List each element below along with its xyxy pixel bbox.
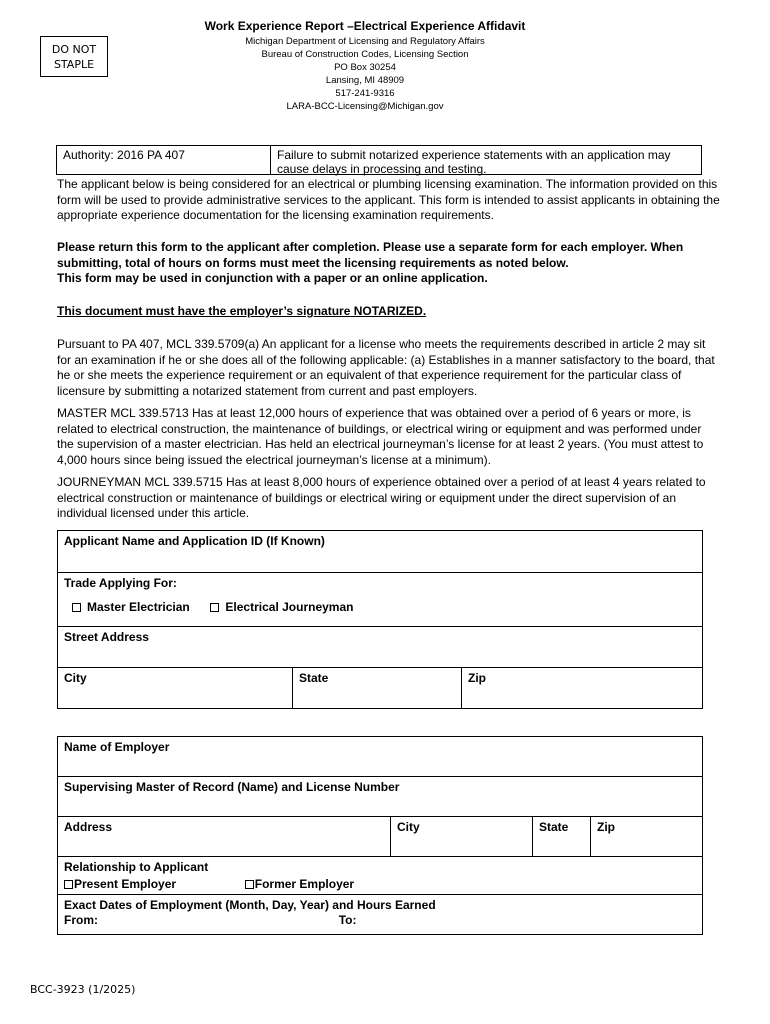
employer-state-label: State bbox=[539, 820, 569, 834]
city-field[interactable] bbox=[58, 668, 293, 709]
stamp-line-1: DO NOT bbox=[51, 43, 97, 56]
agency-line: 517-241-9316 bbox=[335, 88, 395, 99]
trade-label: Trade Applying For: bbox=[64, 576, 177, 590]
electrical-journeyman-label: Electrical Journeyman bbox=[225, 600, 354, 614]
master-electrician-checkbox[interactable] bbox=[72, 603, 81, 612]
employer-table bbox=[57, 736, 703, 935]
employer-name-field[interactable] bbox=[58, 737, 703, 777]
agency-line: Bureau of Construction Codes, Licensing Section bbox=[261, 49, 469, 60]
employer-city-label: City bbox=[397, 820, 420, 834]
instruction-line: Please return this form to the applicant after completion. Please use a separate form for each employer. When submitting, total of hours on forms must meet the licensing requirements as noted below. bbox=[57, 240, 684, 270]
relationship-field bbox=[58, 857, 703, 895]
street-address-label: Street Address bbox=[64, 630, 149, 644]
state-label: State bbox=[299, 671, 329, 685]
intro-paragraph: The applicant below is being considered for an electrical or plumbing licensing examination. The information provided on this form will be used to provide administrative services to the applicant. This form is intended to assist applicants in obtaining the appropriate experience documentation for the licensing examination requirements. bbox=[57, 177, 720, 222]
to-label: To: bbox=[338, 913, 357, 927]
journeyman-requirements: JOURNEYMAN MCL 339.5715 Has at least 8,000 hours of experience obtained over a period of at least 4 years related to electrical construction or maintenance of buildings or electrical wiring or equipment under the direct supervision of an individual licensed under this article. bbox=[57, 475, 706, 520]
from-label: From: bbox=[64, 913, 98, 927]
zip-field[interactable] bbox=[462, 668, 703, 709]
notarized-notice: This document must have the employer’s signature NOTARIZED. bbox=[57, 304, 427, 318]
authority-warning: Failure to submit notarized experience statements with an application may cause delays in processing and testing. bbox=[277, 148, 671, 176]
instructions-paragraph bbox=[57, 240, 720, 287]
pursuant-paragraph: Pursuant to PA 407, MCL 339.5709(a) An applicant for a license who meets the requirements described in article 2 may sit for an examination if he or she does all of the following applicable: (a) Establishes in a manner satisfactory to the board, that he or she meets the experience requirement or an equivalent of that experience requirement for the particular class of licensure by submitting a notarized statement from current and past employers. bbox=[57, 337, 715, 398]
stamp-line-2: STAPLE bbox=[53, 58, 95, 71]
employer-address-field[interactable] bbox=[58, 817, 391, 857]
do-not-staple-box bbox=[40, 36, 108, 77]
supervisor-label: Supervising Master of Record (Name) and License Number bbox=[64, 780, 400, 794]
agency-line: Michigan Department of Licensing and Regulatory Affairs bbox=[245, 36, 485, 47]
employment-dates-label: Exact Dates of Employment (Month, Day, Year) and Hours Earned bbox=[64, 898, 436, 912]
street-address-field[interactable] bbox=[58, 627, 703, 668]
employer-name-label: Name of Employer bbox=[64, 740, 170, 754]
electrical-journeyman-checkbox[interactable] bbox=[210, 603, 219, 612]
zip-label: Zip bbox=[468, 671, 486, 685]
state-field[interactable] bbox=[293, 668, 462, 709]
agency-line: PO Box 30254 bbox=[334, 62, 396, 73]
relationship-label: Relationship to Applicant bbox=[64, 860, 209, 874]
supervisor-field[interactable] bbox=[58, 777, 703, 817]
former-employer-label: Former Employer bbox=[254, 877, 355, 891]
agency-header bbox=[180, 35, 550, 113]
master-requirements: MASTER MCL 339.5713 Has at least 12,000 hours of experience that was obtained over a period of 6 years or more, is related to electrical construction, the maintenance of buildings, or electrical wiring or equipment and was performed under the supervision of a master electrician. Has held an electrical journeyman’s license for at least 2 years. (You must attest to 4,000 hours since being issued the electrical journeyman’s license at a minimum). bbox=[57, 406, 704, 467]
form-number: BCC-3923 (1/2025) bbox=[30, 983, 136, 996]
applicant-name-label: Applicant Name and Application ID (If Known) bbox=[64, 534, 325, 548]
present-employer-label: Present Employer bbox=[74, 877, 177, 891]
employer-zip-label: Zip bbox=[597, 820, 615, 834]
present-employer-checkbox[interactable] bbox=[64, 880, 73, 889]
authority-box bbox=[56, 145, 702, 175]
authority-label: Authority: 2016 PA 407 bbox=[57, 146, 271, 174]
master-electrician-label: Master Electrician bbox=[87, 600, 190, 614]
applicant-name-field[interactable] bbox=[58, 531, 703, 573]
trade-field bbox=[58, 573, 703, 627]
former-employer-checkbox[interactable] bbox=[245, 880, 254, 889]
agency-line: Lansing, MI 48909 bbox=[325, 75, 405, 86]
form-title: Work Experience Report –Electrical Experience Affidavit bbox=[204, 19, 526, 33]
employer-address-label: Address bbox=[64, 820, 113, 834]
city-label: City bbox=[64, 671, 87, 685]
employer-city-field[interactable] bbox=[391, 817, 533, 857]
employer-state-field[interactable] bbox=[533, 817, 591, 857]
employer-zip-field[interactable] bbox=[591, 817, 703, 857]
instruction-line: This form may be used in conjunction with a paper or an online application. bbox=[57, 271, 488, 285]
agency-email: LARA-BCC-Licensing@Michigan.gov bbox=[286, 101, 444, 112]
applicant-table bbox=[57, 530, 703, 709]
employment-dates-field[interactable] bbox=[58, 895, 703, 935]
